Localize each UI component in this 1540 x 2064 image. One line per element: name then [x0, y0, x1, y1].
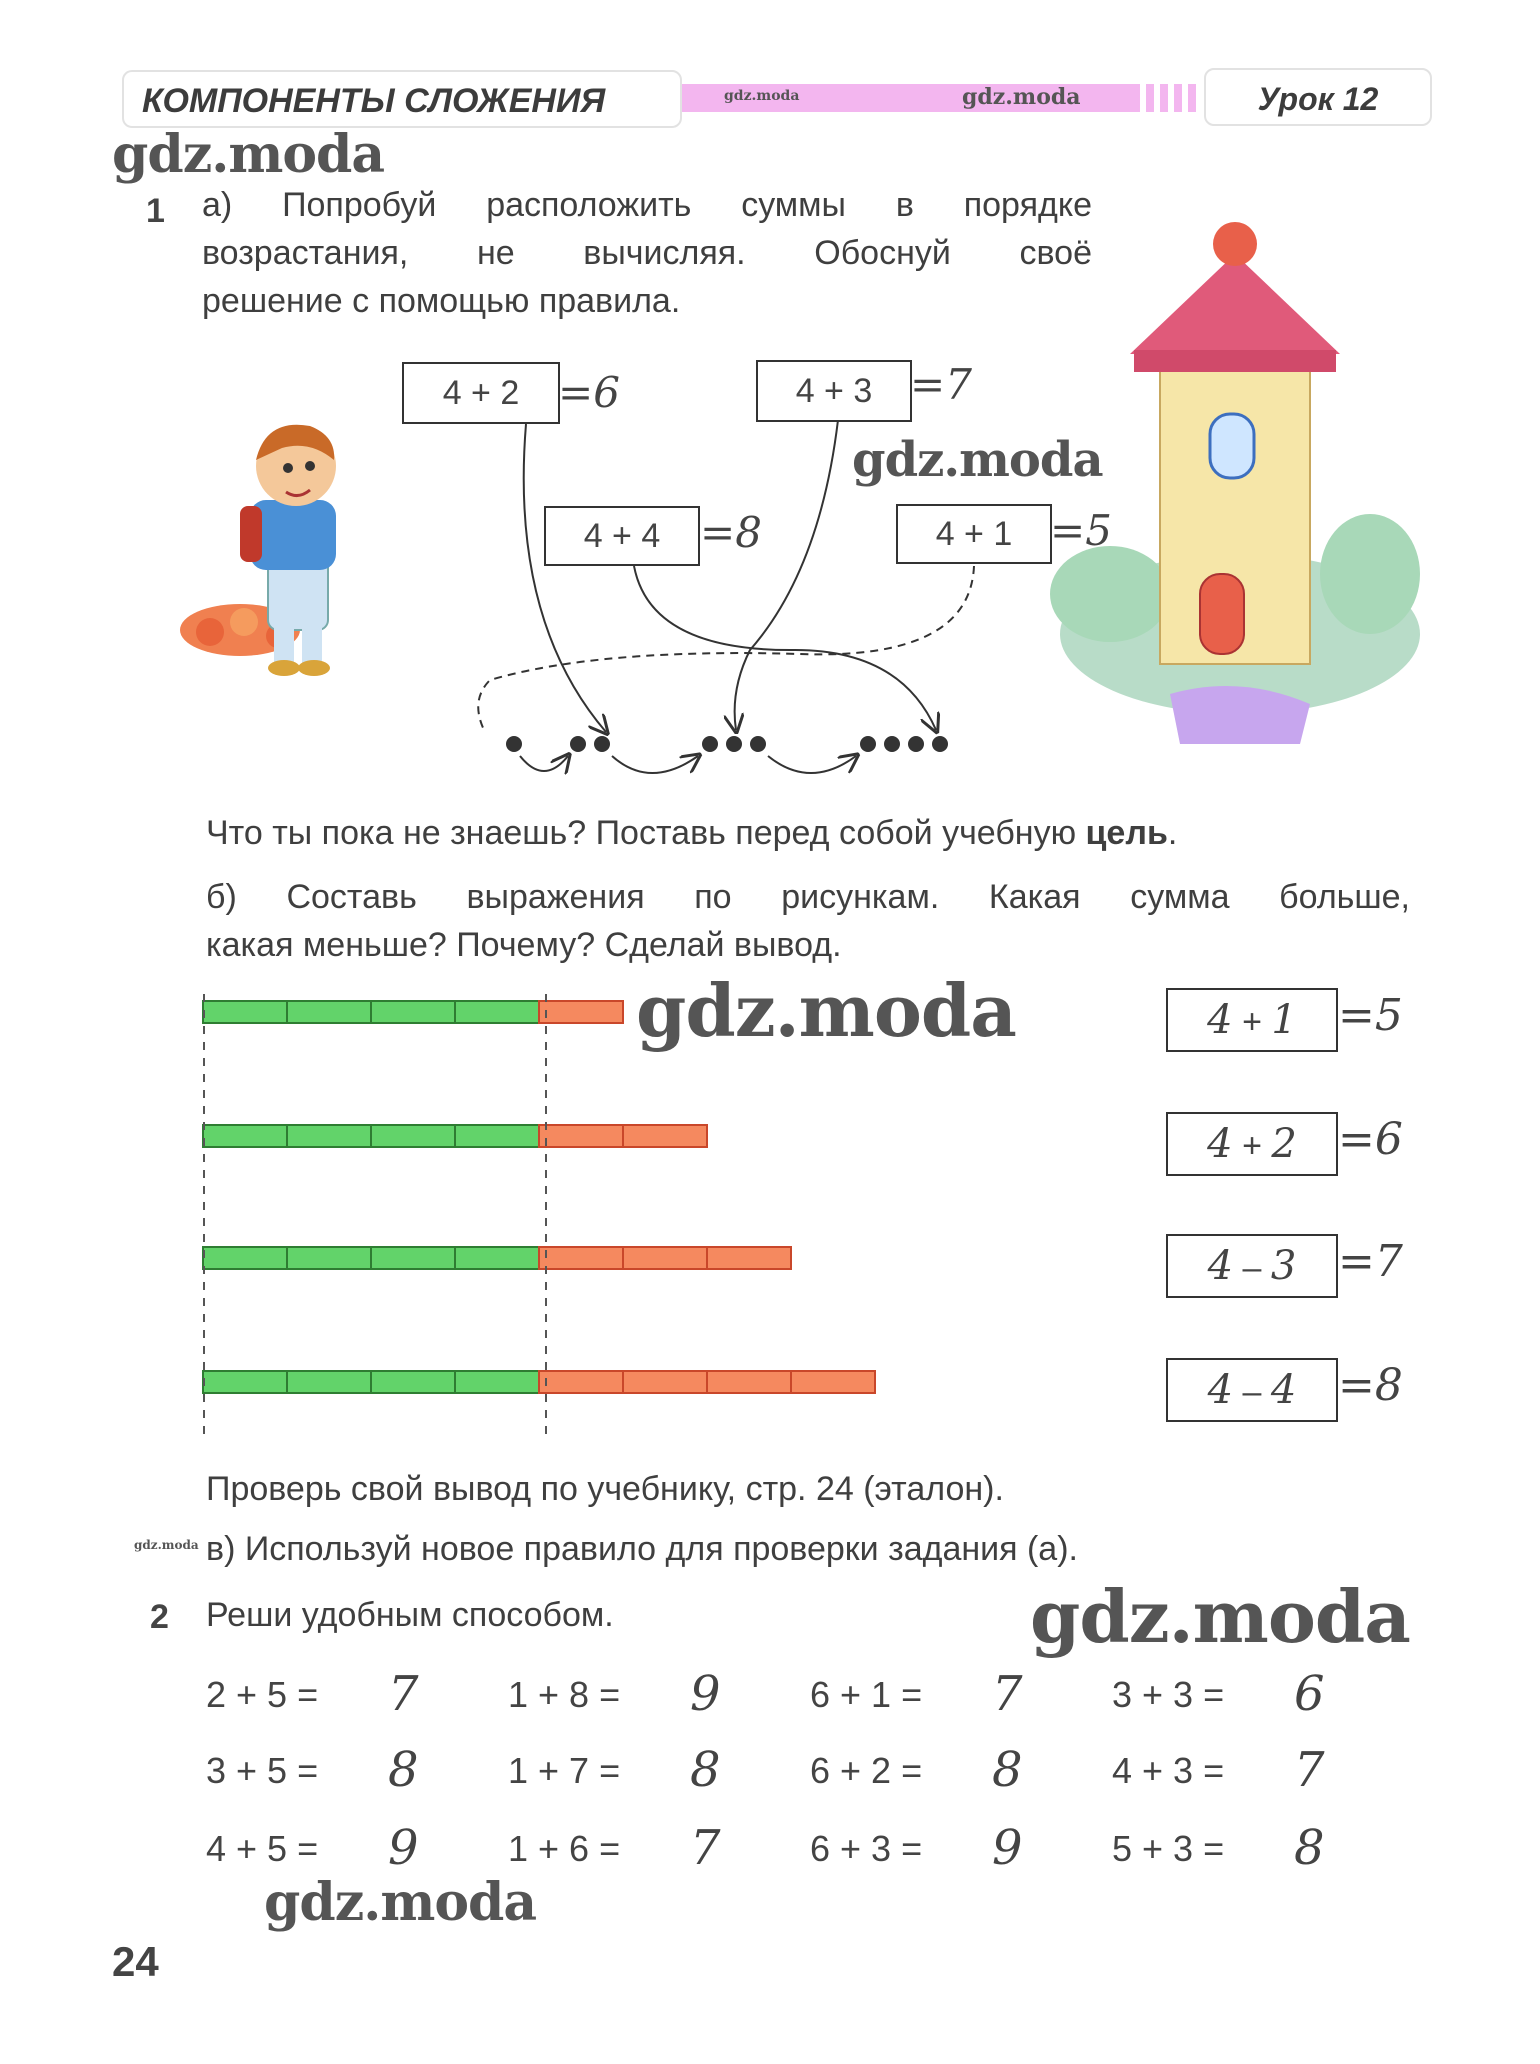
handwritten-answer: =7 — [910, 360, 972, 409]
handwritten-answer: 9 — [992, 1820, 1023, 1876]
handwritten-term: 4 — [1207, 1121, 1233, 1167]
goal-text: Что ты пока не знаешь? Поставь перед собой учебную цель. — [206, 814, 1178, 852]
header-band — [682, 84, 1202, 112]
equation: 3 + 3 = — [1112, 1674, 1225, 1715]
dot-row — [506, 736, 948, 752]
sum-box: 4 + 4 — [544, 506, 700, 566]
equation: 4 + 5 = — [206, 1828, 319, 1869]
operator: + — [1232, 1003, 1272, 1041]
equation: 1 + 7 = — [508, 1750, 621, 1791]
equation: 1 + 8 = — [508, 1674, 621, 1715]
handwritten-answer: =8 — [1338, 1360, 1403, 1411]
orange-segment — [622, 1246, 708, 1270]
watermark: gdz.moda — [636, 968, 1016, 1053]
equation: 6 + 1 = — [810, 1674, 923, 1715]
watermark: gdz.moda — [134, 1538, 199, 1552]
task-text: решение с помощью правила. — [202, 282, 681, 320]
boy-illustration — [160, 400, 380, 700]
handwritten-answer: =5 — [1050, 506, 1112, 555]
handwritten-term: 3 — [1270, 1243, 1297, 1289]
handwritten-answer: 7 — [1294, 1742, 1325, 1798]
watermark: gdz.moda — [962, 84, 1081, 110]
operator: + — [1232, 1127, 1272, 1165]
task-title: Реши удобным способом. — [206, 1596, 614, 1634]
expression-box — [1166, 1112, 1338, 1176]
handwritten-answer: 9 — [690, 1666, 721, 1722]
dashed-guides — [196, 994, 556, 1444]
orange-segment — [622, 1124, 708, 1148]
handwritten-answer: 7 — [992, 1666, 1023, 1722]
orange-segment — [706, 1246, 792, 1270]
handwritten-term: 2 — [1271, 1121, 1297, 1167]
watermark: gdz.moda — [852, 432, 1103, 488]
handwritten-answer: =6 — [558, 368, 620, 417]
equation: 4 + 3 = — [1112, 1750, 1225, 1791]
sum-box: 4 + 2 — [402, 362, 560, 424]
equation: 6 + 3 = — [810, 1828, 923, 1869]
equation: 3 + 5 = — [206, 1750, 319, 1791]
orange-segment — [622, 1370, 708, 1394]
watermark: gdz.moda — [112, 124, 385, 185]
handwritten-term: 4 — [1270, 1367, 1297, 1413]
task-text: какая меньше? Почему? Сделай вывод. — [206, 926, 842, 964]
orange-segment — [790, 1370, 876, 1394]
task-text: б) Составь выражения по рисункам. Какая сумма больше, — [206, 878, 1410, 916]
handwritten-answer: =7 — [1338, 1236, 1403, 1287]
watermark: gdz.moda — [1030, 1574, 1410, 1659]
handwritten-answer: 8 — [388, 1742, 419, 1798]
handwritten-answer: =5 — [1338, 990, 1403, 1041]
expression-box — [1166, 1358, 1338, 1422]
lesson-label: Урок 12 — [1204, 68, 1432, 126]
task-text: возрастания, не вычисляя. Обоснуй своё — [202, 234, 1092, 272]
page-number: 24 — [112, 1938, 159, 1985]
operator: – — [1233, 1249, 1271, 1287]
equation: 6 + 2 = — [810, 1750, 923, 1791]
handwritten-answer: =6 — [1338, 1114, 1403, 1165]
check-text: Проверь свой вывод по учебнику, стр. 24 (эталон). — [206, 1470, 1004, 1508]
equation: 1 + 6 = — [508, 1828, 621, 1869]
task-text: в) Используй новое правило для проверки задания (а). — [206, 1530, 1078, 1568]
operator: – — [1233, 1373, 1271, 1411]
handwritten-term: 4 — [1207, 1243, 1234, 1289]
task-number: 2 — [150, 1598, 169, 1636]
section-title: КОМПОНЕНТЫ СЛОЖЕНИЯ — [122, 70, 682, 128]
handwritten-term: 4 — [1207, 1367, 1234, 1413]
equation: 5 + 3 = — [1112, 1828, 1225, 1869]
handwritten-answer: 6 — [1294, 1666, 1325, 1722]
handwritten-term: 4 — [1207, 997, 1233, 1043]
watermark: gdz.moda — [724, 88, 800, 104]
expression-box — [1166, 988, 1338, 1052]
handwritten-answer: 8 — [1294, 1820, 1325, 1876]
sum-box: 4 + 3 — [756, 360, 912, 422]
order-diagram — [460, 420, 1060, 790]
sum-box: 4 + 1 — [896, 504, 1052, 564]
orange-segment — [706, 1370, 792, 1394]
equation: 2 + 5 = — [206, 1674, 319, 1715]
handwritten-answer: 9 — [388, 1820, 419, 1876]
expression-box — [1166, 1234, 1338, 1298]
watermark: gdz.moda — [264, 1872, 537, 1933]
handwritten-term: 1 — [1271, 997, 1297, 1043]
tower-illustration — [1050, 214, 1420, 754]
task-number: 1 — [146, 192, 165, 230]
handwritten-answer: 8 — [690, 1742, 721, 1798]
handwritten-answer: =8 — [700, 508, 762, 557]
band-stripes — [1132, 84, 1202, 112]
handwritten-answer: 7 — [690, 1820, 721, 1876]
handwritten-answer: 7 — [388, 1666, 419, 1722]
task-text: а) Попробуй расположить суммы в порядке — [202, 186, 1092, 224]
handwritten-answer: 8 — [992, 1742, 1023, 1798]
